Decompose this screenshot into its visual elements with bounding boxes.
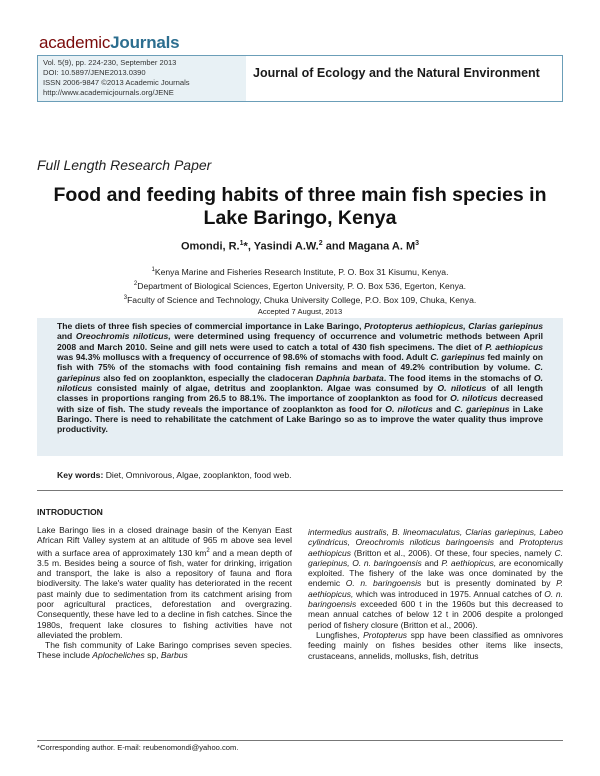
intro-paragraph-1: Lake Baringo lies in a closed drainage basin of the Kenyan East African Rift Valley system at an altitude of 965 m above sea level with a surface area of approximately 130 $km^2$ and a mean depth of 3.5 m. Besides being a source of fish, water for drinking, irrigation and transport, the lake is also a repository of fauna and flora biodiversity. The lake's water quality has deteriorated in the recent past mainly due to sedimentation from its catchment arising from poor agricultural practices, deforestation and overgrazing. Consequently, these have led to a decline in fish catches. Since the 1980s, frequent lake closures to fishing activities have not alleviated the problem. bbox=[37, 525, 292, 640]
author-1: Omondi, R. bbox=[180, 240, 240, 253]
journal-name: Journal of Ecology and the Natural Environment bbox=[253, 66, 540, 80]
title-line-2: Lake Baringo, Kenya bbox=[203, 207, 397, 229]
body-column-right bbox=[308, 527, 563, 661]
volume-line: Vol. 5(9), pp. 224-230, September 2013 bbox=[43, 58, 177, 67]
journal-info-box bbox=[37, 55, 563, 102]
issn-line: ISSN 2006-9847 ©2013 Academic Journals bbox=[43, 78, 190, 87]
affiliation-1: $^1$Kenya Marine and Fisheries Research Institute, P. O. Box 31 Kisumu, Kenya. bbox=[151, 266, 449, 277]
divider bbox=[37, 490, 563, 491]
affiliation-2: $^2$Department of Biological Sciences, Egerton University, P. O. Box 536, Egerton, Kenya. bbox=[133, 280, 467, 291]
author-1-sup: 1 bbox=[239, 240, 244, 247]
author-3-sup: 3 bbox=[415, 240, 420, 247]
journal-logo bbox=[39, 33, 179, 53]
corresponding-author-footnote: *Corresponding author. E-mail: reubenomondi@yahoo.com. bbox=[37, 740, 563, 752]
keywords-text: Diet, Omnivorous, Algae, zooplankton, food web. bbox=[103, 470, 292, 480]
logo-text-journals: Journals bbox=[110, 33, 180, 52]
author-list bbox=[30, 240, 570, 253]
journal-url[interactable]: http://www.academicjournals.org/JENE bbox=[43, 88, 174, 97]
keywords-label: Key words: bbox=[57, 470, 104, 480]
section-heading-introduction: INTRODUCTION bbox=[37, 507, 103, 517]
author-2-sup: 2 bbox=[318, 240, 323, 247]
doi-line[interactable]: DOI: 10.5897/JENE2013.0390 bbox=[43, 68, 146, 77]
affiliations bbox=[30, 264, 570, 306]
keywords bbox=[57, 470, 563, 480]
intro-paragraph-3: Lungfishes, Protopterus spp have been classified as omnivores feeding mainly on fishes besides other items like insects, crustaceans, annelids, mollusks, fish, detritus bbox=[308, 629, 563, 661]
corresponding-mark: * bbox=[243, 240, 248, 253]
affiliation-3: $^3$Faculty of Science and Technology, Chuka University College, P.O. Box 109, Chuka, Kenya. bbox=[123, 294, 477, 305]
accepted-date: Accepted 7 August, 2013 bbox=[257, 307, 343, 316]
paper-type: Full Length Research Paper bbox=[37, 157, 212, 173]
author-3: and Magana A. M bbox=[322, 240, 416, 253]
intro-paragraph-2: The fish community of Lake Baringo comprises seven species. These include Aplocheliches sp, Barbus bbox=[37, 640, 292, 661]
logo-text-academic: academic bbox=[39, 33, 111, 52]
body-column-left bbox=[37, 525, 292, 661]
paper-title bbox=[30, 184, 570, 230]
intro-paragraph-2-cont: intermedius australis, B. lineomaculatus, Clarias gariepinus, Labeo cylindricus, Oreochromis niloticus baringoensis and Protopterus aethiopicus (Britton et al., 2006). Of these, four species, namely C. gariepinus, O. n. baringoensis and P. aethiopicus, are economically exploited. The fishery of the lake was once dominated by the endemic O. n. baringoensis but is presently dominated by P. aethiopicus, which was introduced in 1975. Annual catches of O. n. baringoensis exceeded 600 t in the 1960s but this decreased to mean annual catches of below 12 t in 2006 despite a prolonged period of fishery closure (Britton et al., 2006). bbox=[308, 527, 564, 630]
abstract-box: The diets of three fish species of commercial importance in Lake Baringo, Protopterus aethiopicus, Clarias gariepinus and Oreochromis niloticus, were determined using frequency of occurrence and volumetric methods between April 2008 and March 2010. Seine and gill nets were used to catch a total of 430 fish specimens. The diet of P. aethiopicus was 94.3% molluscs with a frequency of occurrence of 98.6% of stomachs with food. Adult C. gariepinus fed mainly on fish with 75% of the stomachs with food containing fish remains and mean of 49.2% contribution by volume. C. gariepinus also fed on zooplankton, especially the cladoceran Daphnia barbata. The food items in the stomachs of O. niloticus consisted mainly of algae, detritus and zooplankton. Algae was consumed by O. niloticus of all length classes in proportions ranging from 26.5 to 88.1%. The importance of zooplankton as food for O. niloticus decreased with size of fish. The study reveals the importance of zooplankton as food for O. niloticus and C. gariepinus in Lake Baringo. There is need to rehabilitate the catchment of Lake Baringo so as to improve the water quality thus improve productivity. bbox=[37, 318, 563, 456]
citation-block bbox=[38, 56, 246, 101]
author-2: , Yasindi A.W. bbox=[247, 240, 319, 253]
title-line-1: Food and feeding habits of three main fish species in bbox=[53, 184, 547, 206]
